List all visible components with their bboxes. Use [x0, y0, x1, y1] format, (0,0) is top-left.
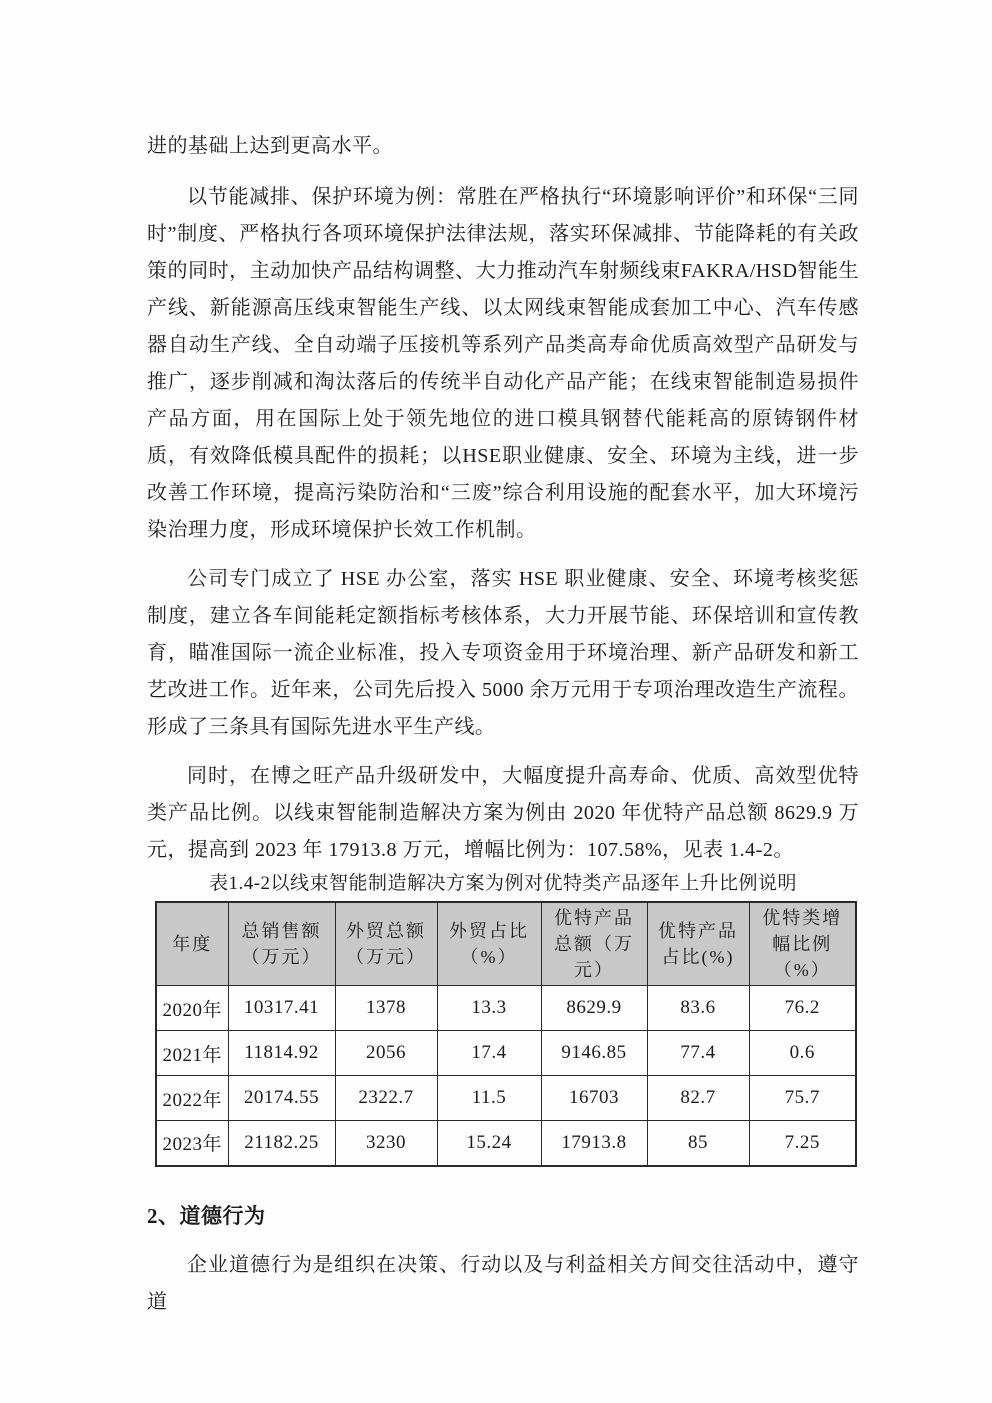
table-row-2023	[156, 1121, 856, 1166]
table-cell: 3230	[335, 1121, 437, 1166]
table-cell: 13.3	[437, 986, 541, 1031]
table-cell: 10317.41	[228, 986, 335, 1031]
header-cell-foreign-trade-total: 外贸总额（万元）	[335, 902, 437, 986]
table-cell: 2322.7	[335, 1076, 437, 1121]
table-row-2021	[156, 1031, 856, 1076]
premium-products-table	[155, 901, 857, 1167]
header-cell-premium-ratio: 优特产品占比(%)	[647, 902, 749, 986]
table-cell: 85	[647, 1121, 749, 1166]
table-cell: 20174.55	[228, 1076, 335, 1121]
paragraph-continuation: 进的基础上达到更高水平。	[147, 135, 393, 157]
table-cell: 1378	[335, 986, 437, 1031]
table-cell: 82.7	[647, 1076, 749, 1121]
paragraph-ethics: 企业道德行为是组织在决策、行动以及与利益相关方间交往活动中，遵守道	[147, 1253, 859, 1313]
table-cell: 0.6	[749, 1031, 856, 1076]
table-cell: 17913.8	[541, 1121, 647, 1166]
table-cell: 21182.25	[228, 1121, 335, 1166]
section-heading-ethics: 2、道德行为	[147, 1203, 266, 1228]
document-content	[147, 128, 859, 1321]
header-cell-year: 年度	[156, 902, 228, 986]
table-cell: 2020年	[156, 986, 228, 1031]
table-cell: 2056	[335, 1031, 437, 1076]
header-cell-premium-growth: 优特类增幅比例（%）	[749, 902, 856, 986]
table-cell: 77.4	[647, 1031, 749, 1076]
table-cell: 2021年	[156, 1031, 228, 1076]
table-cell: 2023年	[156, 1121, 228, 1166]
table-cell: 9146.85	[541, 1031, 647, 1076]
table-cell: 7.25	[749, 1121, 856, 1166]
table-cell: 11814.92	[228, 1031, 335, 1076]
table-cell: 17.4	[437, 1031, 541, 1076]
table-header-row	[156, 902, 856, 986]
table-cell: 76.2	[749, 986, 856, 1031]
table-cell: 16703	[541, 1076, 647, 1121]
table-cell: 75.7	[749, 1076, 856, 1121]
table-cell: 2022年	[156, 1076, 228, 1121]
table-row-2020	[156, 986, 856, 1031]
header-cell-total-sales: 总销售额（万元）	[228, 902, 335, 986]
table-cell: 8629.9	[541, 986, 647, 1031]
table-cell: 11.5	[437, 1076, 541, 1121]
table-cell: 15.24	[437, 1121, 541, 1166]
header-cell-foreign-trade-ratio: 外贸占比（%）	[437, 902, 541, 986]
paragraph-hse-office: 公司专门成立了 HSE 办公室，落实 HSE 职业健康、安全、环境考核奖惩制度，建立各车间能耗定额指标考核体系，大力开展节能、环保培训和宣传教育，瞄准国际一流企业标准，投入专项资金用于环境治理、新产品研发和新工艺改进工作。近年来，公司先后投入 5000 余万元用于专项治理改造生产流程。形成了三条具有国际先进水平生产线。	[147, 568, 859, 738]
header-cell-premium-total: 优特产品总额（万元）	[541, 902, 647, 986]
table-cell: 83.6	[647, 986, 749, 1031]
paragraph-product-upgrade: 同时，在博之旺产品升级研发中，大幅度提升高寿命、优质、高效型优特类产品比例。以线束智能制造解决方案为例由 2020 年优特产品总额 8629.9 万元，提高到 2023 年 17913.8 万元，增幅比例为：107.58%，见表 1.4-2。	[147, 765, 859, 861]
table-caption: 表1.4-2以线束智能制造解决方案为例对优特类产品逐年上升比例说明	[208, 873, 798, 894]
table-row-2022	[156, 1076, 856, 1121]
paragraph-environment-protection: 以节能减排、保护环境为例：常胜在严格执行“环境影响评价”和环保“三同时”制度、严格执行各项环境保护法律法规，落实环保减排、节能降耗的有关政策的同时，主动加快产品结构调整、大力推动汽车射频线束FAKRA/HSD智能生产线、新能源高压线束智能生产线、以太网线束智能成套加工中心、汽车传感器自动生产线、全自动端子压接机等系列产品类高寿命优质高效型产品研发与推广，逐步削减和淘汰落后的传统半自动化产品产能；在线束智能制造易损件产品方面，用在国际上处于领先地位的进口模具钢替代能耗高的原铸钢件材质，有效降低模具配件的损耗；以HSE职业健康、安全、环境为主线，进一步改善工作环境，提高污染防治和“三废”综合利用设施的配套水平，加大环境污染治理力度，形成环境保护长效工作机制。	[147, 186, 859, 541]
